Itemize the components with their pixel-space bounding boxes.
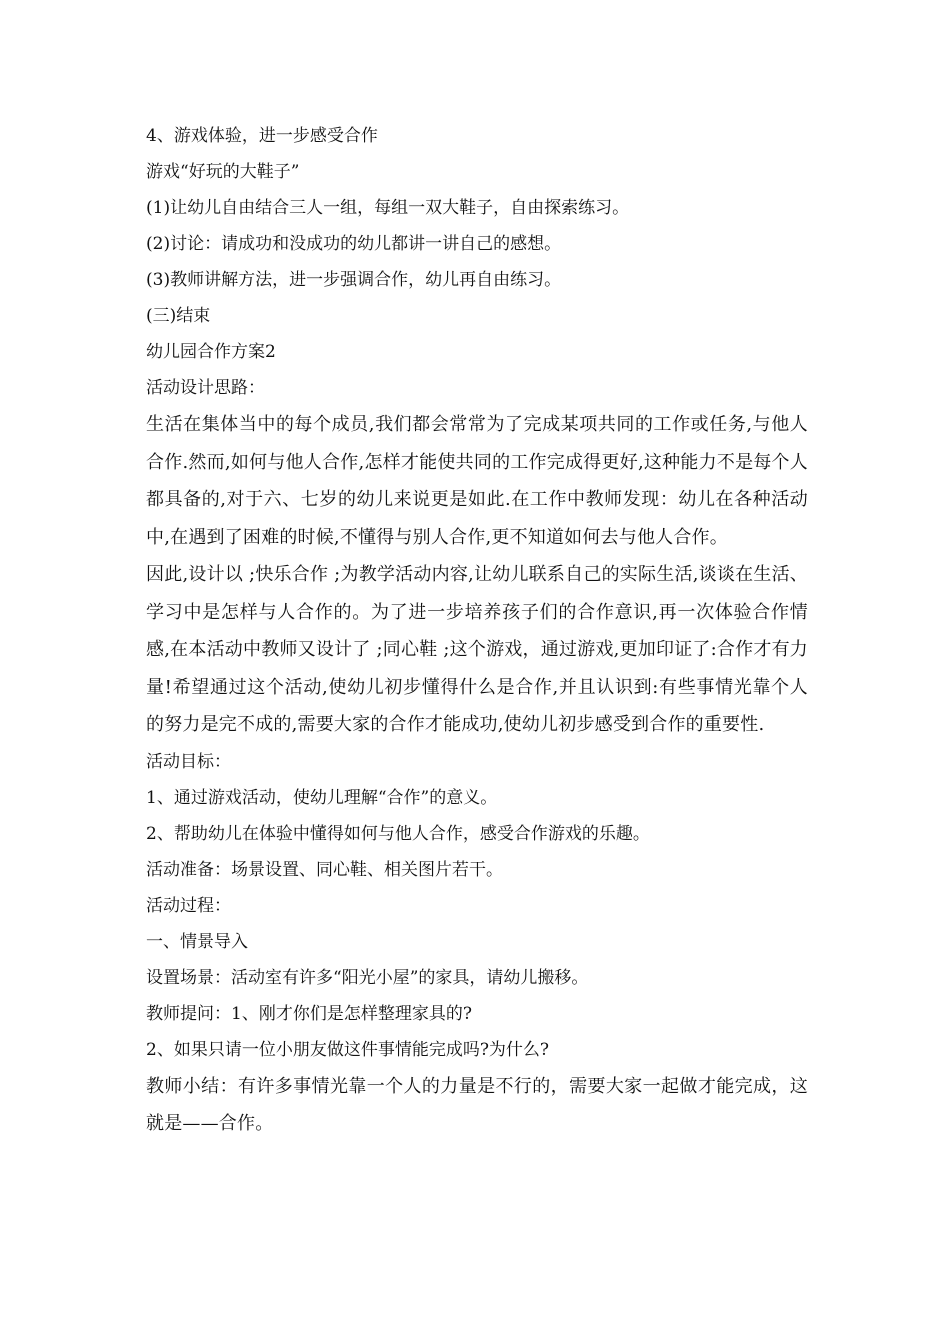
game-step-2: (2)讨论：请成功和没成功的幼儿都讲一讲自己的感想。: [146, 234, 562, 254]
plan-2-title: 幼儿园合作方案2: [146, 342, 276, 362]
process-step-1-heading: 一、情景导入: [146, 931, 248, 952]
section-end-heading: (三)结束: [146, 306, 211, 326]
preparation-line: 活动准备：场景设置、同心鞋、相关图片若干。: [146, 859, 503, 880]
design-idea-paragraph-1: 生活在集体当中的每个成员,我们都会常常为了完成某项共同的工作或任务,与他人合作.然而,如何与他人合作,怎样才能使共同的工作完成得更好,这种能力不是每个人都具备的,对于六、七岁的幼儿来说更是如此.在工作中教师发现：幼儿在各种活动中,在遇到了困难的时候,不懂得与别人合作,更不知道如何去与他人合作。: [146, 414, 808, 548]
game-title: 游戏“好玩的大鞋子”: [146, 162, 300, 182]
design-idea-paragraph-2: 因此,设计以 ;快乐合作 ;为教学活动内容,让幼儿联系自己的实际生活,谈谈在生活、学习中是怎样与人合作的。为了进一步培养孩子们的合作意识,再一次体验合作情感,在本活动中教师又设计了 ;同心鞋 ;这个游戏，通过游戏,更加印证了:合作才有力量!希望通过这个活动,使幼儿初步懂得什么是合作,并且认识到:有些事情光靠个人的努力是完不成的,需要大家的合作才能成功,使幼儿初步感受到合作的重要性.: [146, 564, 808, 735]
design-idea-heading: 活动设计思路：: [146, 378, 265, 398]
teacher-question-2: 2、如果只请一位小朋友做这件事情能完成吗?为什么?: [146, 1039, 550, 1060]
goal-1: 1、通过游戏活动，使幼儿理解“合作”的意义。: [146, 787, 498, 808]
scene-setup-line: 设置场景：活动室有许多“阳光小屋”的家具，请幼儿搬移。: [146, 967, 589, 988]
goals-heading: 活动目标：: [146, 751, 231, 772]
document-page: [146, 118, 808, 1143]
game-step-1: (1)让幼儿自由结合三人一组，每组一双大鞋子，自由探索练习。: [146, 198, 630, 218]
game-step-3: (3)教师讲解方法，进一步强调合作，幼儿再自由练习。: [146, 270, 562, 290]
goal-2: 2、帮助幼儿在体验中懂得如何与他人合作，感受合作游戏的乐趣。: [146, 823, 650, 844]
process-heading: 活动过程：: [146, 895, 231, 916]
teacher-question-1: 教师提问：1、刚才你们是怎样整理家具的?: [146, 1003, 472, 1024]
teacher-summary-paragraph: 教师小结：有许多事情光靠一个人的力量是不行的，需要大家一起做才能完成，这就是——合作。: [146, 1075, 808, 1134]
step-heading-game-experience: 4、游戏体验，进一步感受合作: [146, 126, 378, 146]
